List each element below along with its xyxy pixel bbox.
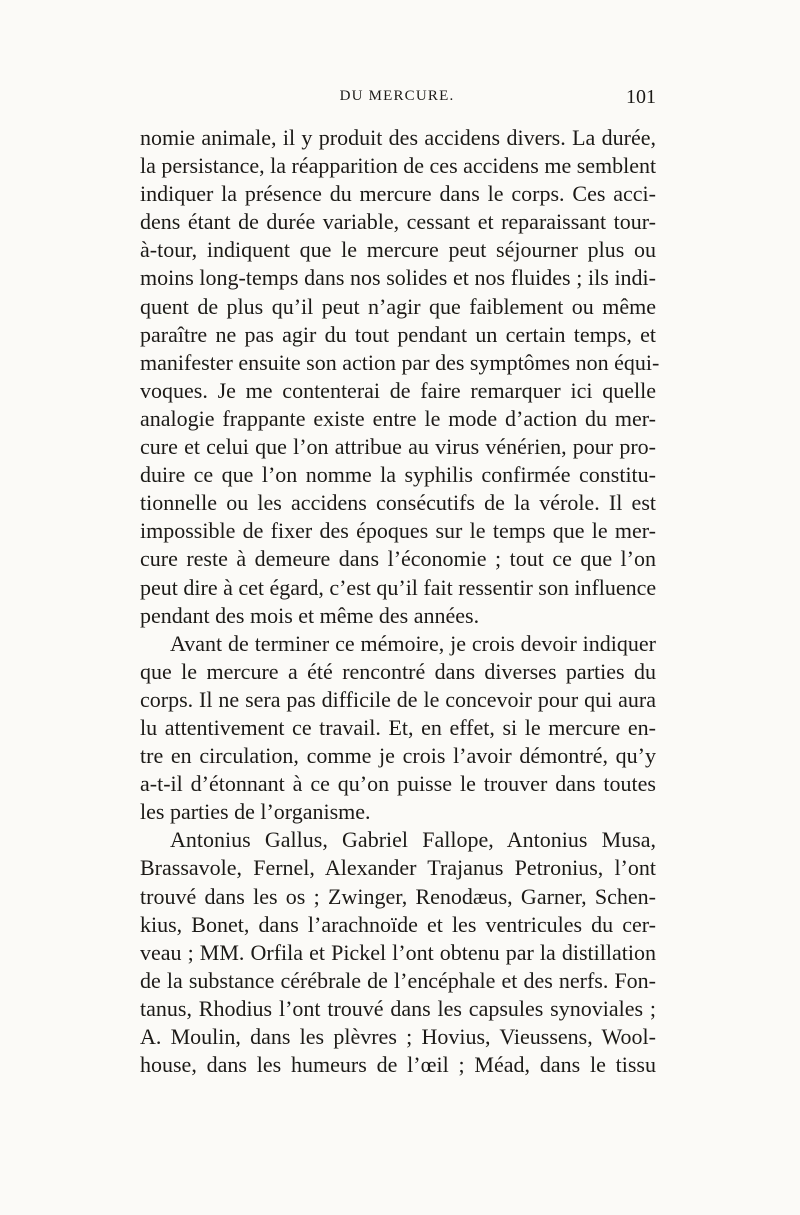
text-line: de la substance cérébrale de l’encéphale et des nerfs. Fon-: [140, 967, 656, 993]
body-text: [140, 124, 660, 1079]
text-line: duire ce que l’on nomme la syphilis confirmée constitu-: [140, 462, 656, 488]
text-line: corps. Il ne sera pas difficile de le concevoir pour qui aura: [140, 686, 656, 712]
text-line: quent de plus qu’il peut n’agir que faiblement ou même: [140, 293, 656, 319]
text-line: les parties de l’organisme.: [140, 799, 371, 825]
text-line: Avant de terminer ce mémoire, je crois devoir indiquer: [170, 630, 656, 656]
text-line: lu attentivement ce travail. Et, en effet, si le mercure en-: [140, 714, 656, 740]
text-line: tionnelle ou les accidens consécutifs de la vérole. Il est: [140, 490, 656, 516]
text-line: cure reste à demeure dans l’économie ; tout ce que l’on: [140, 546, 656, 572]
running-head: DU MERCURE.: [339, 88, 455, 104]
text-line: nomie animale, il y produit des accidens divers. La durée,: [140, 125, 656, 150]
text-line: pendant des mois et même des années.: [140, 602, 480, 628]
text-line: paraître ne pas agir du tout pendant un certain temps, et: [140, 321, 656, 347]
text-line: à-tour, indiquent que le mercure peut séjourner plus ou: [140, 237, 656, 263]
text-line: manifester ensuite son action par des symptômes non équi-: [140, 349, 660, 375]
text-line: dens étant de durée variable, cessant et reparaissant tour-: [140, 209, 656, 235]
text-line: que le mercure a été rencontré dans diverses parties du: [140, 658, 656, 684]
text-line: veau ; MM. Orfila et Pickel l’ont obtenu par la distillation: [140, 939, 656, 965]
text-line: A. Moulin, dans les plèvres ; Hovius, Vieussens, Wool-: [140, 1024, 656, 1049]
text-line: indiquer la présence du mercure dans le corps. Ces acci-: [140, 181, 656, 207]
text-line: analogie frappante existe entre le mode d’action du mer-: [140, 405, 656, 431]
text-line: house, dans les humeurs de l’œil ; Méad, dans le tissu: [140, 1052, 656, 1078]
text-line: tanus, Rhodius l’ont trouvé dans les capsules synoviales ;: [140, 995, 656, 1021]
text-line: voques. Je me contenterai de faire remarquer ici quelle: [140, 377, 656, 403]
text-line: a-t-il d’étonnant à ce qu’on puisse le trouver dans toutes: [140, 771, 656, 797]
page-header: [138, 88, 656, 118]
text-line: moins long-temps dans nos solides et nos fluides ; ils indi-: [140, 265, 656, 291]
text-line: peut dire à cet égard, c’est qu’il fait ressentir son influence: [140, 574, 657, 600]
text-line: la persistance, la réapparition de ces accidens me semblent: [140, 153, 657, 179]
text-line: cure et celui que l’on attribue au virus vénérien, pour pro-: [140, 434, 656, 460]
text-line: Brassavole, Fernel, Alexander Trajanus Petronius, l’ont: [140, 855, 656, 881]
page-number: 101: [626, 86, 656, 108]
text-line: trouvé dans les os ; Zwinger, Renodæus, Garner, Schen-: [140, 883, 656, 909]
text-line: kius, Bonet, dans l’arachnoïde et les ventricules du cer-: [140, 911, 656, 937]
text-line: impossible de fixer des époques sur le temps que le mer-: [140, 518, 656, 544]
text-line: Antonius Gallus, Gabriel Fallope, Antonius Musa,: [170, 827, 656, 853]
text-line: tre en circulation, comme je crois l’avoir démontré, qu’y: [140, 743, 656, 769]
